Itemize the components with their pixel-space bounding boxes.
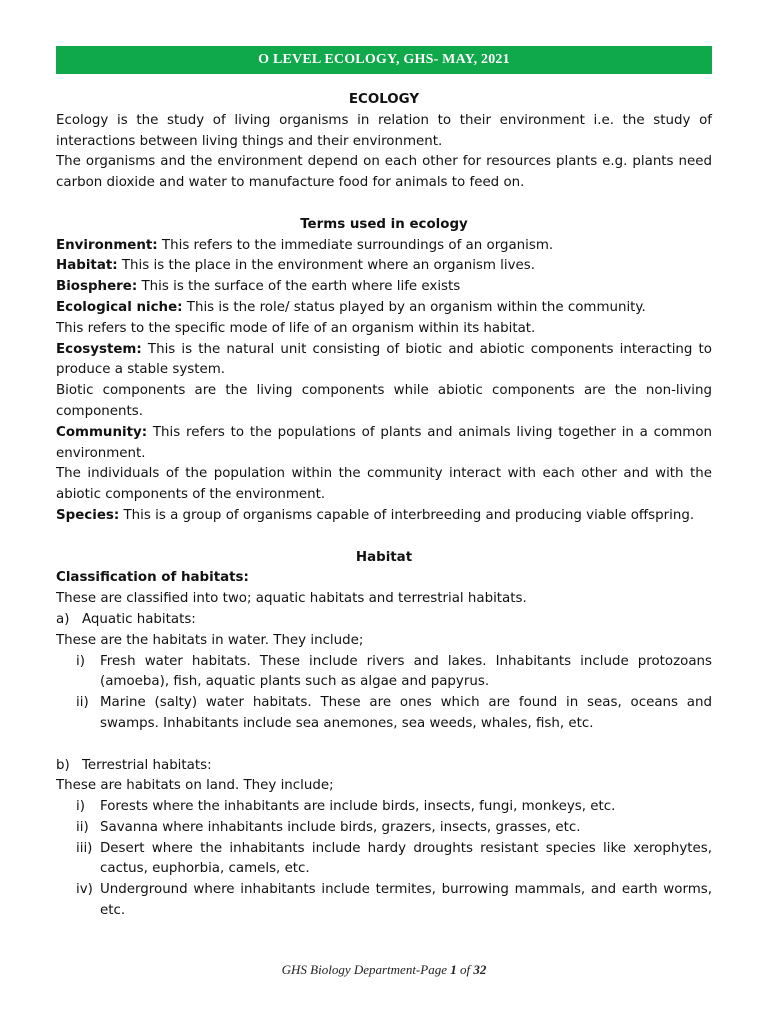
heading-ecology: ECOLOGY [348,92,420,107]
list-label: Aquatic habitats: [82,611,196,627]
term-definition [56,236,712,257]
list-marker: iv) [76,882,93,898]
list-marker: b) [56,757,70,773]
list-item-aquatic [56,610,712,631]
term-text: This is a group of organisms capable of interbreeding and producing viable offspring. [119,507,695,523]
term-label: Community: [56,424,148,440]
term-definition [56,277,712,298]
term-text: This is the place in the environment where an organism lives. [117,258,536,274]
paragraph: This refers to the specific mode of life of an organism within its habitat. [56,320,536,336]
term-label: Ecological niche: [56,299,183,315]
term-text: This refers to the populations of plants and animals living together in a common environment. [56,424,712,461]
term-definition [56,256,712,277]
term-label: Biosphere: [56,279,138,295]
list-text: Marine (salty) water habitats. These are ones which are found in seas, oceans and swamps. Inhabitants include sea anemones, sea weeds, whales, fish, etc. [100,695,712,731]
footer-total-pages: 32 [473,962,487,977]
header-banner: O LEVEL ECOLOGY, GHS- MAY, 2021 [56,46,712,74]
term-text: This refers to the immediate surroundings of an organism. [157,237,554,253]
list-item [56,652,712,694]
term-label: Environment: [56,237,158,253]
list-marker: a) [56,611,70,627]
list-item [56,693,712,735]
list-item [56,797,712,818]
document-body [56,74,712,922]
term-definition [56,340,712,382]
term-text: This is the natural unit consisting of biotic and abiotic components interacting to produce a stable system. [56,341,712,378]
list-marker: i) [76,799,85,815]
footer-prefix: GHS Biology Department-Page [281,962,451,977]
list-item [56,880,712,922]
page-footer [0,962,768,978]
list-marker: ii) [76,819,89,835]
heading-terms: Terms used in ecology [300,216,468,232]
paragraph: Ecology is the study of living organisms in relation to their environment i.e. the study of interactions between living things and their environment. [56,112,712,149]
footer-page-number: 1 [450,962,457,977]
list-marker: i) [76,653,85,669]
list-text: Savanna where inhabitants include birds, grazers, insects, grasses, etc. [100,819,581,835]
term-label: Ecosystem: [56,341,142,357]
list-marker: iii) [76,840,93,856]
list-item-terrestrial [56,756,712,777]
list-marker: ii) [76,695,89,711]
list-text: Underground where inhabitants include termites, burrowing mammals, and earth worms, etc. [100,882,712,919]
list-label: Terrestrial habitats: [82,757,212,773]
paragraph: The individuals of the population within the community interact with each other and with the abiotic components of the environment. [56,466,712,503]
list-text: Desert where the inhabitants include hardy droughts resistant species like xerophytes, cactus, euphorbia, camels, etc. [100,840,712,877]
list-text: Fresh water habitats. These include rivers and lakes. Inhabitants include protozoans (amoeba), fish, aquatic plants such as algae and papyrus. [100,653,712,690]
paragraph: These are classified into two; aquatic habitats and terrestrial habitats. [56,591,527,607]
list-item [56,839,712,881]
term-definition [56,298,712,319]
subheading-classification: Classification of habitats: [56,570,249,586]
term-text: This is the role/ status played by an organism within the community. [182,299,646,315]
term-label: Habitat: [56,258,118,274]
term-text: This is the surface of the earth where life exists [137,279,461,295]
term-definition [56,506,712,527]
list-text: Forests where the inhabitants are include birds, insects, fungi, monkeys, etc. [100,799,616,815]
paragraph: These are the habitats in water. They include; [56,632,364,648]
paragraph: The organisms and the environment depend on each other for resources plants e.g. plants need carbon dioxide and water to manufacture food for animals to feed on. [56,154,712,191]
term-label: Species: [56,507,120,523]
list-item [56,818,712,839]
paragraph: These are habitats on land. They include; [56,778,334,794]
term-definition [56,423,712,465]
document-page [56,46,712,922]
paragraph: Biotic components are the living components while abiotic components are the non-living components. [56,383,712,419]
footer-of: of [456,962,474,977]
heading-habitat: Habitat [355,549,413,565]
